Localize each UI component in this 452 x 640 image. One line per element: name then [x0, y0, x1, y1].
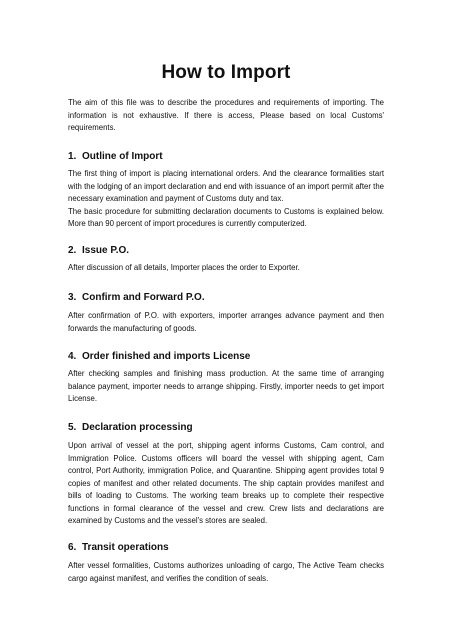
- section-number: 3.: [68, 292, 77, 303]
- intro-paragraph: The aim of this file was to describe the procedures and requirements of importing. The information is not exhaustive. If there is access, Please based on local Customs' requirements.: [68, 98, 384, 132]
- section-title: Outline of Import: [82, 151, 163, 162]
- paragraph: The basic procedure for submitting declaration documents to Customs is explained below. More than 90 percent of import procedures is currently computerized.: [68, 206, 384, 228]
- section-title: Order finished and imports License: [82, 351, 251, 362]
- section-body-declaration: [68, 440, 384, 528]
- paragraph: After checking samples and finishing mass production. At the same time of arranging balance payment, importer needs to arrange shipping. Firstly, importer needs to get import License.: [68, 369, 384, 403]
- section-body-confirm-po: [68, 310, 384, 335]
- paragraph: Upon arrival of vessel at the port, shipping agent informs Customs, Cam control, and Immigration Police. Customs officers will board the vessel with shipping agent, Cam control, Port Authority, immigration Police, and Quarantine. Shipping agent provides total 9 copies of manifest and other related documents. The ship captain provides manifest and bills of loading to Customs. The working team breaks up to complete their respective functions in formal clearance of the vessel and crew. Crew lists and declarations are examined by Customs and the vessel's stores are sealed.: [68, 441, 384, 525]
- section-number: 6.: [68, 542, 77, 553]
- section-title: Declaration processing: [82, 422, 193, 433]
- section-heading-issue-po: [68, 245, 384, 256]
- paragraph: After confirmation of P.O. with exporters, importer arranges advance payment and then forwards the manufacturing of goods.: [68, 311, 384, 333]
- paragraph: After vessel formalities, Customs authorizes unloading of cargo, The Active Team checks cargo against manifest, and verifies the condition of seals.: [68, 561, 384, 583]
- section-body-outline: [68, 168, 384, 231]
- section-number: 1.: [68, 151, 77, 162]
- section-heading-order-finished: [68, 351, 384, 362]
- section-body-issue-po: [68, 262, 384, 275]
- section-heading-confirm-po: [68, 292, 384, 303]
- section-title: Issue P.O.: [82, 245, 130, 256]
- section-heading-transit: [68, 542, 384, 553]
- paragraph: After discussion of all details, Importer places the order to Exporter.: [68, 263, 300, 272]
- section-body-transit: [68, 560, 384, 585]
- section-body-order-finished: [68, 368, 384, 406]
- section-number: 5.: [68, 422, 77, 433]
- section-heading-declaration: [68, 422, 384, 433]
- paragraph: The first thing of import is placing international orders. And the clearance formalities start with the lodging of an import declaration and end with issuance of an import permit after the necessary examination and payment of Customs duty and tax.: [68, 169, 384, 203]
- section-title: Confirm and Forward P.O.: [82, 292, 205, 303]
- section-number: 2.: [68, 245, 77, 256]
- page-title: How to Import: [161, 62, 291, 83]
- section-heading-outline: [68, 151, 384, 162]
- section-number: 4.: [68, 351, 77, 362]
- section-title: Transit operations: [82, 542, 169, 553]
